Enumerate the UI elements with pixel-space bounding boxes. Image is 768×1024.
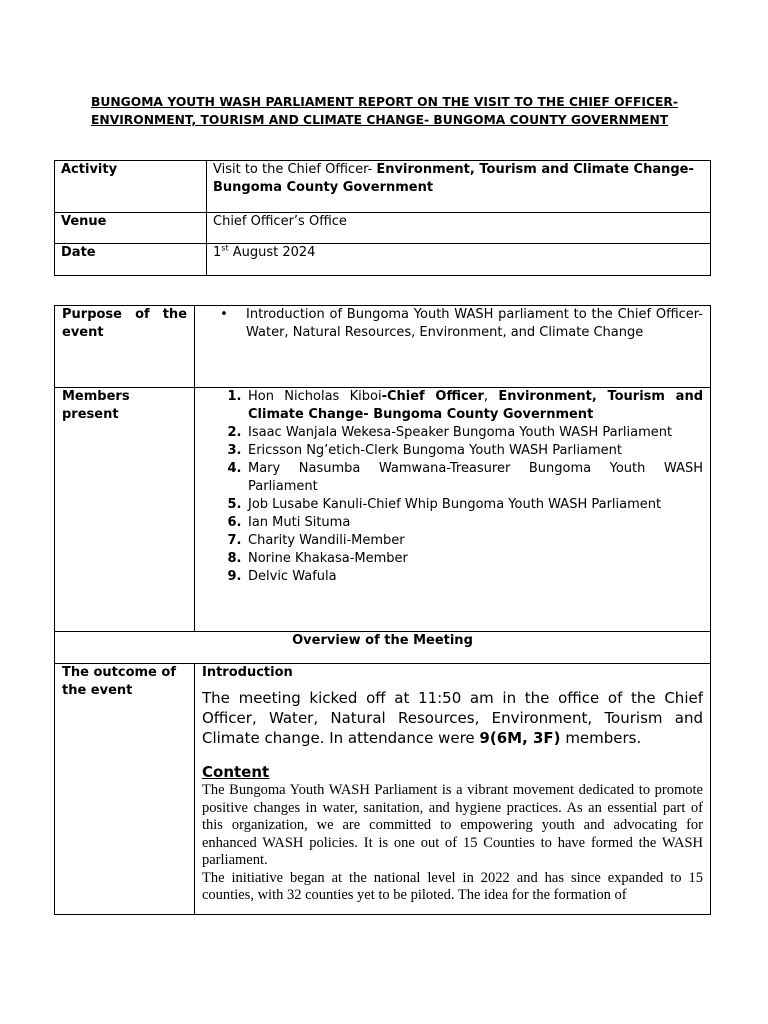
list-item: 2. Isaac Wanjala Wekesa-Speaker Bungoma Youth WASH Parliament (246, 424, 703, 442)
list-item: 9. Delvic Wafula (246, 568, 703, 586)
intro-text: The meeting kicked off at 11:50 am in the office of the Chief Officer, Water, Natural Resources, Environment, Tourism and Climate change. In attendance were 9(6M, 3F) members. (202, 689, 703, 747)
purpose-text: Introduction of Bungoma Youth WASH parliament to the Chief Officer-Water, Natural Resources, Environment, and Climate Change (246, 307, 703, 340)
bullet-icon: • (220, 307, 228, 322)
list-item: 3. Ericsson Ng’etich-Clerk Bungoma Youth WASH Parliament (246, 442, 703, 460)
report-title: BUNGOMA YOUTH WASH PARLIAMENT REPORT ON THE VISIT TO THE CHIEF OFFICER- ENVIRONMENT, TOURISM AND CLIMATE CHANGE- BUNGOMA COUNTY GOVERNMENT (91, 95, 678, 127)
outcome-content (195, 664, 711, 915)
venue-value: Chief Officer’s Office (207, 213, 711, 244)
outcome-label: The outcome of the event (55, 664, 195, 915)
purpose-label (55, 306, 195, 388)
purpose-label-line1: Purpose of the (62, 307, 188, 322)
venue-row (55, 213, 711, 244)
members-label: Members present (55, 388, 195, 632)
activity-info-table (54, 160, 711, 276)
date-rest: August 2024 (228, 245, 316, 260)
attendance-count: 9(6M, 3F) (479, 729, 561, 747)
date-suffix: st (221, 243, 229, 253)
list-item: 8. Norine Khakasa-Member (246, 550, 703, 568)
intro-heading: Introduction (202, 665, 293, 680)
activity-row (55, 161, 711, 213)
overview-row (55, 632, 711, 664)
activity-label: Activity (55, 161, 207, 213)
purpose-label-line2: event (62, 325, 104, 340)
date-label: Date (55, 244, 207, 276)
purpose-row (55, 306, 711, 388)
list-item: 1. Hon Nicholas Kiboi-Chief Officer, Environment, Tourism and Climate Change- Bungoma County Government (246, 388, 703, 424)
date-value (207, 244, 711, 276)
list-item: 6. Ian Muti Situma (246, 514, 703, 532)
members-list (202, 388, 703, 586)
content-paragraph-1: The Bungoma Youth WASH Parliament is a vibrant movement dedicated to promote positive changes in water, sanitation, and hygiene practices. As an essential part of this organization, we are committed to empowering youth and advocating for enhanced WASH policies. It is one out of 15 Counties to have formed the WASH parliament. (202, 782, 703, 868)
list-item: 4. Mary Nasumba Wamwana-Treasurer Bungoma Youth WASH Parliament (246, 460, 703, 496)
activity-value (207, 161, 711, 213)
members-row (55, 388, 711, 632)
date-day: 1 (213, 245, 222, 260)
meeting-details-table (54, 305, 711, 915)
overview-heading: Overview of the Meeting (55, 632, 711, 664)
activity-value-bold: Environment, Tourism and Climate Change- Bungoma County Government (213, 162, 694, 195)
date-row (55, 244, 711, 276)
list-item: 7. Charity Wandili-Member (246, 532, 703, 550)
content-heading: Content (202, 763, 270, 781)
venue-label: Venue (55, 213, 207, 244)
activity-value-plain: Visit to the Chief Officer- (213, 162, 377, 177)
purpose-value (195, 306, 711, 388)
content-paragraph-2: The initiative began at the national level in 2022 and has since expanded to 15 counties, with 32 counties yet to be piloted. The idea for the formation of (202, 869, 703, 903)
members-list-cell (195, 388, 711, 632)
list-item: 5. Job Lusabe Kanuli-Chief Whip Bungoma Youth WASH Parliament (246, 496, 703, 514)
outcome-row (55, 664, 711, 915)
